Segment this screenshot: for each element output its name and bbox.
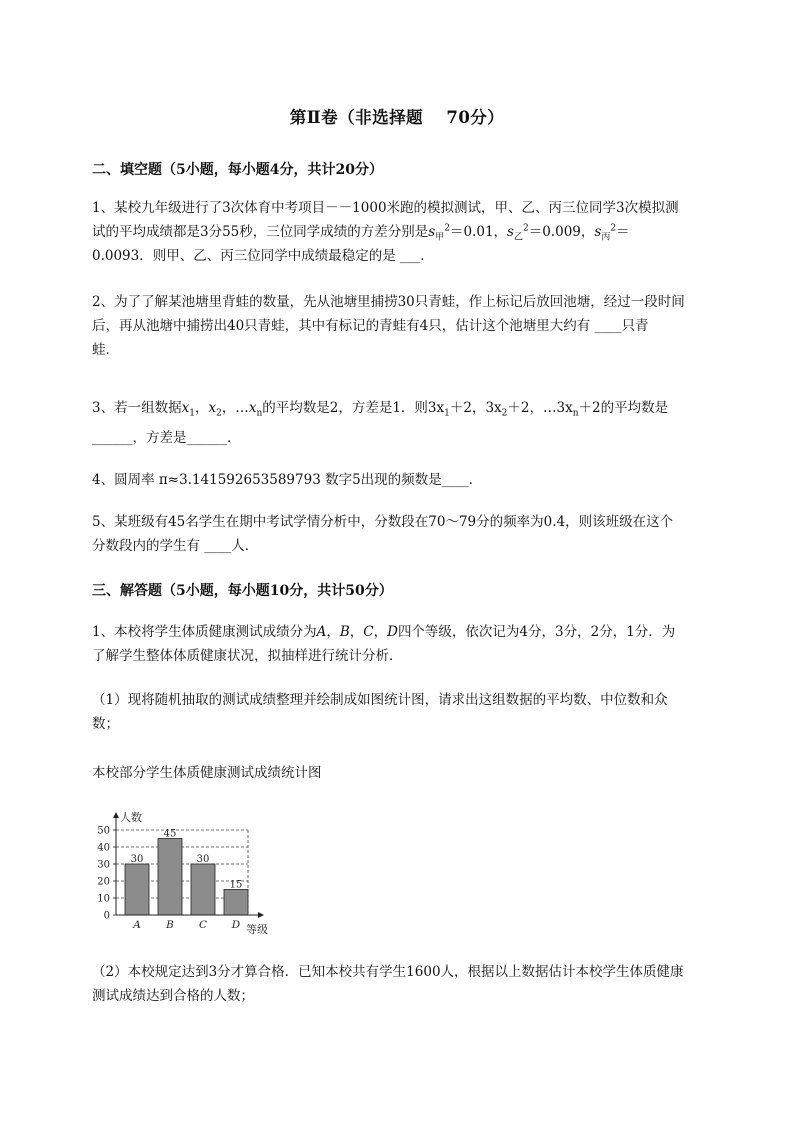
q3-1-p1-line-1: （1）现将随机抽取的测试成绩整理并绘制成如图统计图，请求出这组数据的平均数、中位数和众 bbox=[92, 692, 668, 708]
q3-1-text-a: 1、本校将学生体质健康测试成绩分为 bbox=[92, 624, 317, 640]
y-axis-arrow bbox=[113, 812, 119, 818]
sup-2-yi: 2 bbox=[522, 223, 529, 234]
bar-B bbox=[158, 839, 182, 916]
xn: x bbox=[248, 400, 257, 416]
xn-sub: n bbox=[256, 408, 263, 419]
question-2-3 bbox=[92, 393, 710, 453]
y-tick-label-20: 20 bbox=[97, 876, 110, 888]
comma-2: ， bbox=[471, 400, 486, 416]
x-tick-label-D: D bbox=[231, 919, 241, 931]
sep-1: ， bbox=[326, 624, 340, 640]
sub-yi: 乙 bbox=[513, 232, 523, 243]
q2-1-line-1: 1、某校九年级进行了3次体育中考项目－－1000米跑的模拟测试，甲、乙、丙三位同学3次模拟测 bbox=[92, 200, 679, 216]
q3-1-text-b: 四个等级，依次记为4分，3分，2分，1分．为 bbox=[397, 624, 676, 640]
q3-1-p2-line-1: （2）本校规定达到3分才算合格．已知本校共有学生1600人，根据以上数据估计本校学生体质健康 bbox=[92, 964, 684, 980]
question-3-1-part-1 bbox=[92, 688, 710, 736]
q2-3-text-c: 的平均数是 bbox=[600, 400, 669, 416]
expr-1-plus: ＋2 bbox=[449, 400, 472, 416]
bar-chart bbox=[88, 805, 288, 940]
question-2-2 bbox=[92, 290, 710, 362]
section-3-heading: 三、解答题（5小题，每小题10分，共计50分） bbox=[92, 583, 393, 599]
y-tick-label-10: 10 bbox=[97, 893, 110, 905]
variance-symbol-yi: s bbox=[507, 224, 514, 240]
expr-1: 3x bbox=[427, 400, 445, 416]
dots-1: ，… bbox=[221, 400, 249, 416]
y-tick-label-40: 40 bbox=[97, 842, 110, 854]
q2-3-line-2: ______，方差是______． bbox=[92, 430, 241, 446]
x2-sub: 2 bbox=[216, 408, 222, 419]
q2-3-text-b: 的平均数是2，方差是1．则 bbox=[262, 400, 428, 416]
part-title: 第Ⅱ卷（非选择题 70分） bbox=[289, 108, 505, 127]
q2-5-line-1: 5、某班级有45名学生在期中考试学情分析中，分数段在70～79分的频率为0.4，则该班级在这个 bbox=[92, 514, 674, 530]
q2-3-text-a: 3、若一组数据 bbox=[92, 400, 182, 416]
sub-bing: 丙 bbox=[601, 232, 611, 243]
q3-1-p1-line-2: 数； bbox=[92, 716, 119, 732]
expr-1-sub: 1 bbox=[444, 408, 450, 419]
q2-5-line-2: 分数段内的学生有 ____人． bbox=[92, 538, 259, 554]
chart-caption: 本校部分学生体质健康测试成绩统计图 bbox=[92, 765, 322, 781]
comma-1: ， bbox=[194, 400, 209, 416]
question-3-1-part-2 bbox=[92, 960, 710, 1008]
x1-sub: 1 bbox=[189, 408, 195, 419]
sep-3: ， bbox=[373, 624, 388, 640]
question-2-4 bbox=[92, 468, 710, 492]
x-tick-label-B: B bbox=[166, 919, 174, 931]
variance-jia: ＝0.01， bbox=[449, 224, 508, 240]
q2-2-line-2: 后，再从池塘中捕捞出40只青蛙，其中有标记的青蛙有4只，估计这个池塘里大约有 ____只青 bbox=[92, 318, 649, 334]
y-tick-label-30: 30 bbox=[97, 859, 110, 871]
data-label-A: 30 bbox=[130, 854, 144, 865]
x-tick-label-C: C bbox=[198, 919, 208, 931]
expr-2-sub: 2 bbox=[501, 408, 508, 419]
variance-symbol-jia: s bbox=[428, 224, 436, 240]
question-2-5 bbox=[92, 510, 710, 558]
bar-C bbox=[191, 864, 215, 915]
sub-jia: 甲 bbox=[435, 232, 445, 243]
dots-2: ，… bbox=[529, 400, 557, 416]
expr-2-plus: ＋2 bbox=[507, 400, 530, 416]
q2-2-line-3: 蛙． bbox=[92, 342, 119, 358]
x-axis-label: 等级 bbox=[246, 923, 268, 936]
grade-a: A bbox=[316, 624, 327, 640]
sup-2-jia: 2 bbox=[444, 223, 450, 234]
bar-D bbox=[224, 890, 248, 916]
bar-A bbox=[125, 864, 149, 915]
q2-3-line-1 bbox=[92, 393, 710, 423]
q2-2-line-1: 2、为了了解某池塘里背蛙的数量，先从池塘里捕捞30只青蛙，作上标记后放回池塘，经过一段时间 bbox=[92, 294, 685, 310]
q2-4-line-1: 4、圆周率 π≈3.141592653589793 数字5出现的频数是____． bbox=[92, 472, 483, 488]
grade-c: C bbox=[363, 624, 374, 640]
data-label-C: 30 bbox=[196, 854, 210, 865]
x-tick-label-A: A bbox=[133, 919, 141, 931]
q3-1-line-1 bbox=[92, 620, 710, 644]
question-3-1 bbox=[92, 620, 710, 668]
grade-b: B bbox=[339, 624, 350, 640]
q3-1-line-2: 了解学生整体体质健康状况，拟抽样进行统计分析． bbox=[92, 648, 403, 664]
sep-2: ， bbox=[349, 624, 364, 640]
q2-1-text: 试的平均成绩都是3分55秒，三位同学成绩的方差分别是 bbox=[92, 224, 429, 240]
x-axis-arrow bbox=[258, 912, 264, 918]
y-tick-label-50: 50 bbox=[97, 825, 110, 837]
variance-yi: ＝0.009， bbox=[528, 224, 595, 240]
grade-d: D bbox=[387, 624, 398, 640]
expr-n: 3x bbox=[556, 400, 573, 416]
expr-2: 3x bbox=[485, 400, 502, 416]
variance-bing: ＝ bbox=[616, 224, 630, 240]
variance-symbol-bing: s bbox=[594, 224, 602, 240]
expr-n-sub: n bbox=[572, 408, 579, 419]
y-axis-label: 人数 bbox=[120, 811, 142, 824]
section-2-heading: 二、填空题（5小题，每小题4分，共计20分） bbox=[92, 162, 383, 178]
q2-1-line-2 bbox=[92, 220, 710, 244]
question-2-1 bbox=[92, 196, 710, 268]
q2-1-line-3: 0.0093．则甲、乙、丙三位同学中成绩最稳定的是 ___． bbox=[92, 248, 434, 264]
sup-2-bing: 2 bbox=[610, 223, 617, 234]
y-tick-label-0: 0 bbox=[103, 910, 110, 922]
x1: x bbox=[181, 400, 190, 416]
data-label-B: 45 bbox=[163, 828, 177, 840]
x2: x bbox=[208, 400, 217, 416]
expr-n-plus: ＋2 bbox=[578, 400, 601, 416]
data-label-D: 15 bbox=[229, 879, 243, 891]
q3-1-p2-line-2: 测试成绩达到合格的人数； bbox=[92, 988, 254, 1004]
